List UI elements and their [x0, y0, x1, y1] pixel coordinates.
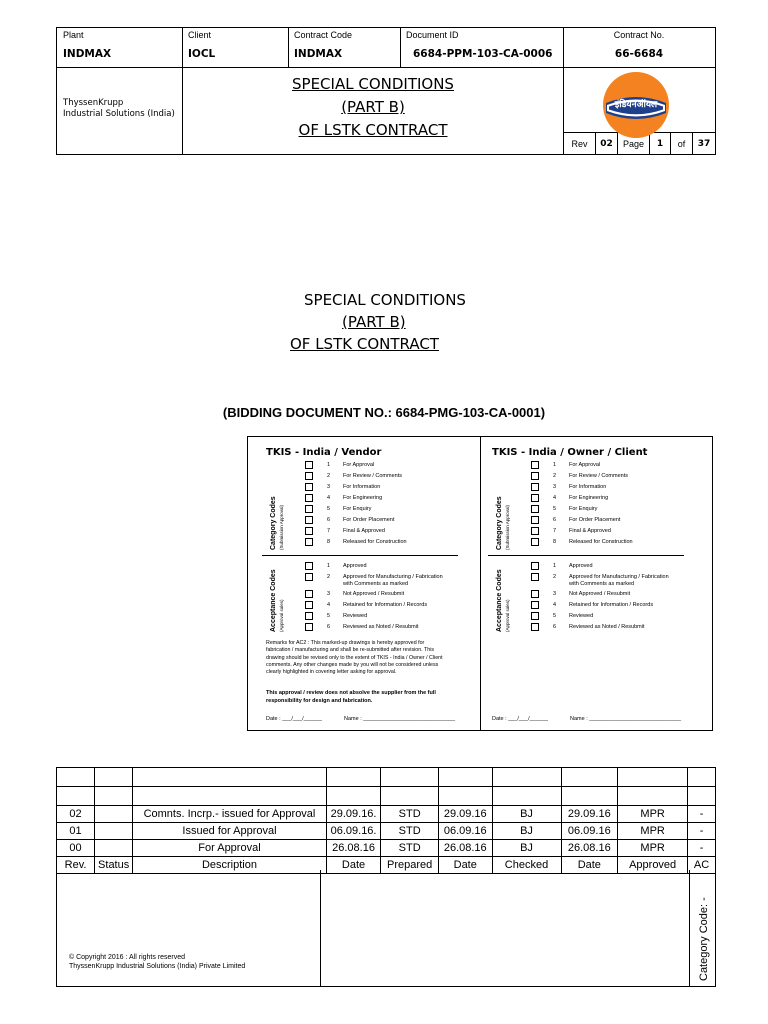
revision-cell-prepared: STD [381, 806, 439, 823]
header-approved: Approved [618, 857, 688, 874]
right-category-item-checkbox[interactable] [531, 461, 539, 469]
revision-cell-ac: - [688, 840, 716, 857]
acceptance-codes-sub-right: (Approval sales) [505, 599, 510, 632]
left-category-item-checkbox[interactable] [305, 516, 313, 524]
revision-cell-date2: 29.09.16 [438, 806, 492, 823]
revision-cell-date: 26.08.16 [326, 840, 381, 857]
header-date-checked: Date [438, 857, 492, 874]
main-title-line1: SPECIAL CONDITIONS [304, 291, 466, 309]
acceptance-codes-label-right: Acceptance Codes [496, 569, 503, 632]
revision-cell-approved: MPR [618, 840, 688, 857]
right-category-item-checkbox[interactable] [531, 538, 539, 546]
left-category-item-text: For Enquiry [343, 506, 372, 512]
revision-cell-prepared: STD [381, 823, 439, 840]
right-category-item-number: 8 [553, 539, 557, 545]
revision-cell-ac: - [688, 806, 716, 823]
header-prepared: Prepared [381, 857, 439, 874]
company-name-line1: ThyssenKrupp [63, 98, 124, 108]
header-date: Date [326, 857, 381, 874]
left-acceptance-item-checkbox[interactable] [305, 573, 313, 581]
left-category-item-checkbox[interactable] [305, 472, 313, 480]
revision-cell-date3: 06.09.16 [561, 823, 618, 840]
revision-cell-prepared: STD [381, 840, 439, 857]
revision-cell-approved: MPR [618, 823, 688, 840]
right-category-item-checkbox[interactable] [531, 516, 539, 524]
rev-value: 02 [600, 139, 613, 149]
left-acceptance-item-text: Reviewed [343, 613, 368, 619]
revision-cell-desc: Issued for Approval [133, 823, 327, 840]
stamp-name-right: Name : ______________________________ [570, 716, 682, 722]
left-acceptance-item-number: 2 [327, 574, 331, 580]
left-acceptance-item-number: 5 [327, 613, 331, 619]
left-acceptance-item-number: 1 [327, 563, 331, 569]
stamp-date-left: Date : ___/___/______ [266, 716, 322, 722]
stamp-remarks [266, 640, 472, 676]
revision-cell-rev: 00 [57, 840, 95, 857]
right-acceptance-item-checkbox[interactable] [531, 562, 539, 570]
revision-cell-date2: 26.08.16 [438, 840, 492, 857]
category-codes-label-left: Category Codes [270, 496, 277, 550]
revision-cell-status [95, 806, 133, 823]
category-codes-label-right: Category Codes [496, 496, 503, 550]
revision-cell-date3: 26.08.16 [561, 840, 618, 857]
left-acceptance-item-number: 3 [327, 591, 331, 597]
left-category-item-text: Final & Approved [343, 528, 385, 534]
right-acceptance-item-checkbox[interactable] [531, 573, 539, 581]
revision-row [57, 806, 716, 823]
table-blank-row [57, 787, 716, 806]
stamp-disclaimer [266, 689, 472, 705]
remarks-line: drawing should be revised only to the extent of TKIS - India / Owner / Client [266, 654, 443, 661]
revision-row [57, 840, 716, 857]
right-acceptance-item-checkbox[interactable] [531, 623, 539, 631]
header-ac: AC [688, 857, 716, 874]
right-category-item-number: 2 [553, 473, 557, 479]
right-acceptance-item-text: Reviewed as Noted / Resubmit [569, 624, 645, 630]
category-code-label: Category Code: - [698, 897, 710, 981]
footer-box [56, 870, 716, 987]
revision-cell-rev: 02 [57, 806, 95, 823]
left-acceptance-item-checkbox[interactable] [305, 623, 313, 631]
copyright-text: © Copyright 2016 : All rights reserved [69, 954, 186, 961]
stamp-right-title-a: TKIS - India [492, 447, 557, 458]
of-value: 37 [697, 139, 711, 149]
right-category-item-text: Released for Construction [569, 539, 633, 545]
left-acceptance-item-text: Approved for Manufacturing / Fabrication [343, 574, 443, 580]
copyright-company: ThyssenKrupp Industrial Solutions (India) Private Limited [69, 963, 246, 970]
right-category-item-checkbox[interactable] [531, 483, 539, 491]
left-category-item-number: 2 [327, 473, 331, 479]
right-category-item-text: For Enquiry [569, 506, 598, 512]
plant-label: Plant [63, 30, 84, 40]
revision-cell-status [95, 840, 133, 857]
left-category-item-checkbox[interactable] [305, 461, 313, 469]
company-name-line2: Industrial Solutions (India) [63, 109, 175, 119]
revision-table [56, 767, 716, 874]
header-title-line1: SPECIAL CONDITIONS [292, 75, 454, 93]
header-title-block [183, 68, 563, 154]
header-title-line3: OF LSTK CONTRACT [298, 121, 448, 139]
page-value: 1 [656, 139, 664, 149]
header-date-approved: Date [561, 857, 618, 874]
right-category-item-number: 5 [553, 506, 557, 512]
approval-stamp [247, 436, 713, 731]
stamp-left-title: TKIS - India / Vendor [266, 447, 382, 458]
right-acceptance-item-checkbox[interactable] [531, 601, 539, 609]
left-category-item-checkbox[interactable] [305, 527, 313, 535]
left-category-item-number: 8 [327, 539, 331, 545]
right-acceptance-item-number: 3 [553, 591, 557, 597]
header-description: Description [133, 857, 327, 874]
left-acceptance-item-number: 6 [327, 624, 331, 630]
category-codes-sub-left: (Submission Approval) [279, 504, 284, 550]
right-category-item-number: 3 [553, 484, 557, 490]
document-id-label: Document ID [406, 30, 459, 40]
left-acceptance-item-number: 4 [327, 602, 331, 608]
acceptance-codes-sub-left: (Approval sales) [279, 599, 284, 632]
right-category-item-number: 4 [553, 495, 557, 501]
left-category-item-number: 5 [327, 506, 331, 512]
right-acceptance-item-number: 6 [553, 624, 557, 630]
left-acceptance-item-text: Retained for Information / Records [343, 602, 428, 608]
right-acceptance-item-text: Approved for Manufacturing / Fabrication [569, 574, 669, 580]
plant-value: INDMAX [63, 48, 112, 60]
header-status: Status [95, 857, 133, 874]
revision-cell-checked: BJ [492, 823, 561, 840]
right-category-item-text: Final & Approved [569, 528, 611, 534]
right-acceptance-item-number: 4 [553, 602, 557, 608]
left-category-item-checkbox[interactable] [305, 483, 313, 491]
stamp-date-right: Date : ___/___/______ [492, 716, 548, 722]
left-category-item-checkbox[interactable] [305, 538, 313, 546]
right-category-item-number: 6 [553, 517, 557, 523]
acceptance-codes-label-left: Acceptance Codes [270, 569, 277, 632]
header-title-line2: (PART B) [341, 98, 405, 116]
client-value: IOCL [188, 48, 216, 60]
revision-cell-date: 06.09.16. [326, 823, 381, 840]
right-acceptance-item-number: 5 [553, 613, 557, 619]
left-category-item-text: For Approval [343, 462, 375, 468]
left-category-item-number: 3 [327, 484, 331, 490]
remarks-line: fabrication / manufacturing and shall be re-submitted after revision. This [266, 647, 435, 654]
rev-label: Rev [571, 139, 588, 149]
revision-cell-date2: 06.09.16 [438, 823, 492, 840]
disclaimer-line: This approval / review does not absolve the supplier from the full [266, 690, 436, 696]
logo-text: इंडियनऑयल [614, 100, 658, 110]
left-acceptance-item-checkbox[interactable] [305, 590, 313, 598]
left-category-item-number: 1 [327, 462, 331, 468]
stamp-name-left: Name : ______________________________ [344, 716, 456, 722]
disclaimer-line: responsibility for design and fabrication. [266, 698, 373, 704]
header-checked: Checked [492, 857, 561, 874]
right-category-item-text: For Information [569, 484, 607, 490]
right-acceptance-item-text: Not Approved / Resubmit [569, 591, 631, 597]
revision-cell-checked: BJ [492, 840, 561, 857]
right-category-item-text: For Approval [569, 462, 601, 468]
revision-cell-desc: For Approval [133, 840, 327, 857]
page-label: Page [622, 139, 645, 149]
revision-cell-ac: - [688, 823, 716, 840]
right-category-item-number: 7 [553, 528, 557, 534]
remarks-line: clearly highlighted in covering letter asking for approval. [266, 669, 397, 676]
contract-code-value: INDMAX [294, 48, 343, 60]
left-category-item-text: For Engineering [343, 495, 383, 501]
right-acceptance-item-number: 2 [553, 574, 557, 580]
right-category-item-checkbox[interactable] [531, 505, 539, 513]
left-category-item-number: 6 [327, 517, 331, 523]
main-title-line2: (PART B) [342, 313, 406, 331]
stamp-right-title-b: / Owner / Client [560, 447, 648, 458]
left-category-item-checkbox[interactable] [305, 505, 313, 513]
left-acceptance-item-checkbox[interactable] [305, 562, 313, 570]
revision-cell-checked: BJ [492, 806, 561, 823]
left-acceptance-item-checkbox[interactable] [305, 612, 313, 620]
contract-code-label: Contract Code [294, 30, 353, 40]
left-category-item-number: 7 [327, 528, 331, 534]
right-category-item-text: For Engineering [569, 495, 609, 501]
revision-cell-desc: Comnts. Incrp.- issued for Approval [133, 806, 327, 823]
right-category-item-checkbox[interactable] [531, 527, 539, 535]
right-category-item-text: For Order Placement [569, 517, 621, 523]
category-codes-sub-right: (Submission Approval) [505, 504, 510, 550]
revision-cell-rev: 01 [57, 823, 95, 840]
right-category-item-number: 1 [553, 462, 557, 468]
stamp-right-title [492, 447, 647, 458]
right-acceptance-item-checkbox[interactable] [531, 590, 539, 598]
remarks-line: comments. Any other changes made by you will not be considered unless [266, 661, 439, 668]
right-acceptance-item-checkbox[interactable] [531, 612, 539, 620]
right-acceptance-item-text: Approved [569, 563, 593, 569]
right-category-item-checkbox[interactable] [531, 494, 539, 502]
right-category-item-text: For Review / Comments [569, 473, 628, 479]
main-title-line3: OF LSTK CONTRACT [290, 335, 439, 353]
left-acceptance-item-text: Not Approved / Resubmit [343, 591, 405, 597]
left-category-item-number: 4 [327, 495, 331, 501]
right-acceptance-item-number: 1 [553, 563, 557, 569]
left-category-item-text: For Order Placement [343, 517, 395, 523]
contract-no-value: 66-6684 [614, 48, 664, 60]
right-acceptance-item-text: Reviewed [569, 613, 594, 619]
left-category-item-text: Released for Construction [343, 539, 407, 545]
right-category-item-checkbox[interactable] [531, 472, 539, 480]
left-category-item-checkbox[interactable] [305, 494, 313, 502]
revision-cell-date: 29.09.16. [326, 806, 381, 823]
left-category-item-text: For Information [343, 484, 381, 490]
revision-cell-date3: 29.09.16 [561, 806, 618, 823]
revision-cell-status [95, 823, 133, 840]
contract-no-label: Contract No. [613, 30, 665, 40]
left-category-item-text: For Review / Comments [343, 473, 402, 479]
left-acceptance-item-text: Reviewed as Noted / Resubmit [343, 624, 419, 630]
indianoil-logo [600, 69, 672, 141]
left-acceptance-item-text: Approved [343, 563, 367, 569]
right-acceptance-item-text-cont: with Comments as marked [569, 581, 635, 587]
left-acceptance-item-text-cont: with Comments as marked [343, 581, 409, 587]
revision-row [57, 823, 716, 840]
bidding-document-number: (BIDDING DOCUMENT NO.: 6684-PMG-103-CA-0001) [222, 405, 546, 420]
client-label: Client [188, 30, 212, 40]
table-blank-row [57, 768, 716, 787]
right-acceptance-item-text: Retained for Information / Records [569, 602, 654, 608]
document-id-value: 6684-PPM-103-CA-0006 [413, 48, 553, 60]
revision-cell-approved: MPR [618, 806, 688, 823]
left-acceptance-item-checkbox[interactable] [305, 601, 313, 609]
of-label: of [677, 139, 686, 149]
header-rev: Rev. [57, 857, 95, 874]
remarks-line: Remarks for AC2 : This marked-up drawings is hereby approved for [266, 640, 425, 646]
